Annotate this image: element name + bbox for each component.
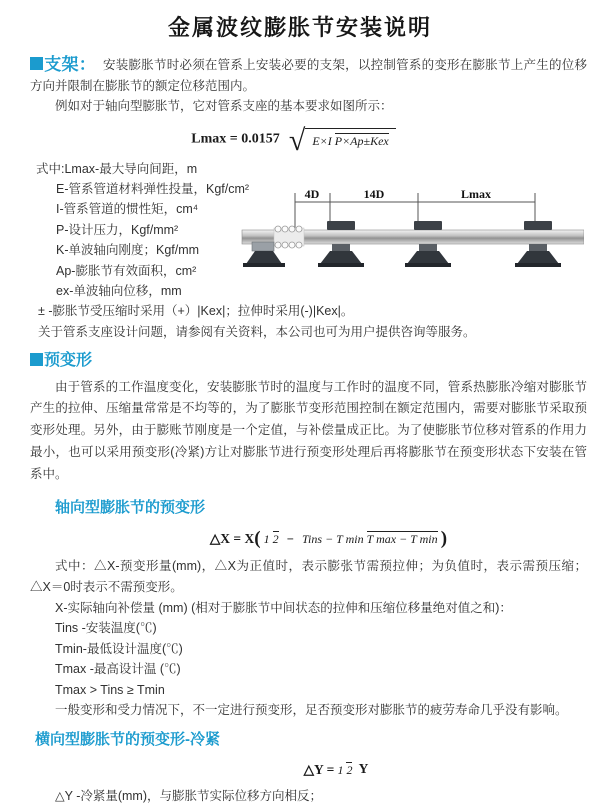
parameter-line: 一般变形和受力情况下，不一定进行预变形，足否预变形对膨胀节的疲劳寿命几乎没有影响。 bbox=[55, 703, 568, 718]
lmax-formula bbox=[30, 123, 557, 157]
bellows-section bbox=[274, 226, 304, 248]
blue-square-icon bbox=[30, 57, 43, 70]
definition-line: E-管系管道材料弹性投量，Kgf/cm² bbox=[56, 181, 250, 196]
dim-label-4d: 4D bbox=[304, 187, 320, 201]
parameter-line: Tmin-最低设计温度(℃) bbox=[55, 641, 183, 656]
sqrt-radical bbox=[288, 123, 396, 157]
support-section-heading: 支架： bbox=[44, 55, 96, 74]
dx-explanation-text: 式中：△X-预变形量(mm)，△X为正值时，表示膨张节需预拉伸；为负值时，表示需预压缩；△X＝0时表示不需预变形。 bbox=[30, 558, 587, 594]
lmax-fraction bbox=[312, 134, 388, 148]
dx-formula-lhs: △X = X bbox=[209, 531, 255, 547]
support-example-text: 例如对于轴向型膨胀节，它对管系支座的基本要求如图所示： bbox=[55, 99, 393, 113]
definition-line: P-设计压力，Kgf/mm² bbox=[56, 222, 179, 237]
parameter-line: X-实际轴向补偿量 (mm) (相对于膨胀节中间状态的拉伸和压缩位移量绝对值之和)： bbox=[55, 600, 512, 615]
delta-y-formula bbox=[85, 759, 587, 780]
definition-line: ex-单波轴向位移，mm bbox=[56, 283, 182, 298]
lmax-fraction-numerator: E×I bbox=[312, 133, 332, 148]
parameter-line: Tins -安装温度(℃) bbox=[55, 621, 157, 636]
dy-formula-lhs: △Y = bbox=[303, 761, 335, 777]
page-title: 金属波纹膨胀节安装说明 bbox=[167, 15, 432, 40]
blue-square-icon bbox=[30, 353, 43, 366]
minus-sign: − bbox=[286, 532, 294, 547]
preform-section-heading: 预变形 bbox=[44, 352, 93, 370]
dy-half-numerator: 1 bbox=[337, 762, 344, 777]
one-half-fraction bbox=[264, 532, 279, 546]
left-paren: ( bbox=[254, 528, 261, 550]
support-intro-paragraph bbox=[30, 55, 587, 96]
lmax-formula-lhs: Lmax = 0.0157 bbox=[191, 130, 280, 146]
definition-line: I-管系管道的惯性矩，cm⁴ bbox=[56, 202, 199, 217]
definition-line: 式中:Lmax-最大导向间距，m bbox=[36, 161, 198, 176]
dy-formula-rhs: Y bbox=[358, 761, 369, 777]
temp-fraction-denominator: T max − T min bbox=[366, 532, 438, 547]
lateral-subsection-heading: 横向型膨胀节的预变形-冷紧 bbox=[35, 731, 220, 749]
definition-line: Ap-膨胀节有效面积，cm² bbox=[56, 263, 197, 278]
delta-x-formula bbox=[70, 528, 587, 549]
dim-label-14d: 14D bbox=[363, 187, 385, 201]
parameter-line: Tmax -最高设计温 (℃) bbox=[55, 662, 181, 677]
lmax-fraction-denominator: P×Ap±Kex bbox=[334, 133, 389, 148]
radical-sign: √ bbox=[288, 123, 306, 157]
definition-line: 关于管系支座设计问题，请参阅有关资料，本公司也可为用户提供咨询等服务。 bbox=[38, 324, 476, 339]
axial-subsection-heading: 轴向型膨胀节的预变形 bbox=[55, 498, 206, 516]
main-content bbox=[0, 55, 600, 807]
dy-one-half-fraction bbox=[337, 763, 352, 777]
temperature-fraction bbox=[302, 532, 438, 546]
preform-body-text: 由于管系的工作温度变化，安装膨胀节时的温度与工作时的温度不同，管系热膨胀冷缩对膨胀节产生的拉伸、压缩量常常是不均等的，为了膨胀节变形范围控制在额定范围内，需要对膨胀节采取预变形处理。另外，由于膨账节刚度是一个定值，与补偿量成正比。为了使膨胀节位移对管系的作用力最小，也可以采用预变形(冷紧)方让对膨胀节进行预变形处理后再将膨胀节在预变形状态下安装在管系中。 bbox=[30, 379, 587, 481]
temp-fraction-numerator: Tins − T min bbox=[302, 532, 364, 547]
half-numerator: 1 bbox=[263, 532, 270, 547]
axial-parameter-list bbox=[30, 598, 587, 722]
half-denominator: 2 bbox=[272, 532, 279, 547]
radicand-fraction bbox=[305, 128, 395, 151]
definition-line: ± -膨胀节受压缩时采用（+）|Kex|；拉伸时采用(-)|Kex|。 bbox=[38, 304, 354, 319]
parameter-line: Tmax > Tins ≥ Tmin bbox=[55, 682, 165, 697]
right-paren: ) bbox=[440, 528, 448, 550]
preform-section-heading-row bbox=[30, 351, 587, 372]
definition-line: K-单波轴向刚度；Kgf/mm bbox=[56, 243, 200, 258]
support-intro-text: 安装膨胀节时必须在管系上安装必要的支架，以控制管系的变形在膨胀节上产生的位移方向并限制在膨胀节的额定位移范围内。 bbox=[30, 58, 587, 93]
pipe-support-diagram bbox=[238, 186, 584, 274]
dy-half-denominator: 2 bbox=[346, 762, 353, 777]
dy-note-text: △Y -冷紧量(mm)，与膨胀节实际位移方向相反； bbox=[55, 788, 323, 803]
dim-label-lmax: Lmax bbox=[461, 187, 491, 201]
